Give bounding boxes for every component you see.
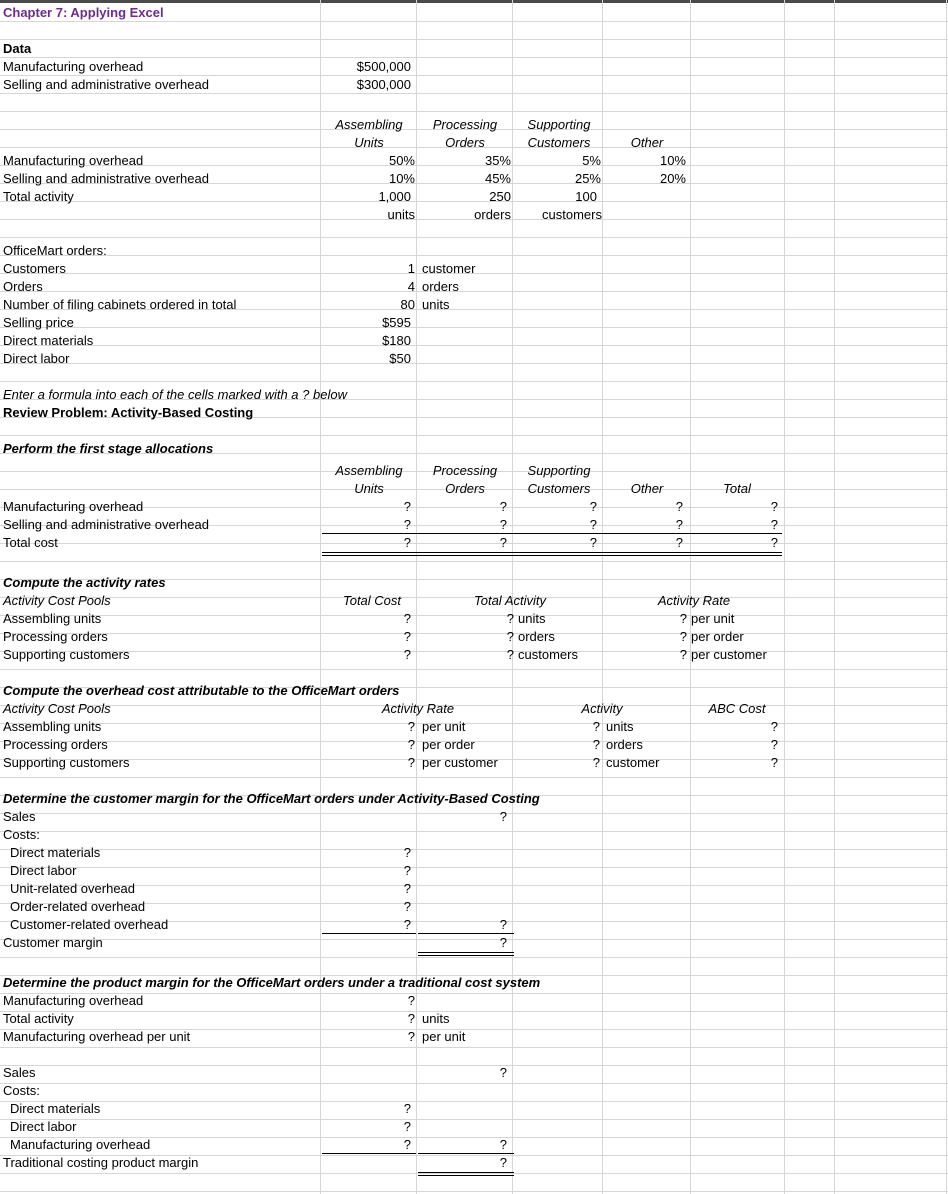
officemart-label: OfficeMart orders:	[3, 243, 107, 258]
col-activity-rate: Activity Rate	[657, 593, 731, 608]
officemart-row-label: Direct materials	[3, 333, 94, 348]
officemart-row-label: Orders	[3, 279, 43, 294]
dist-unit: units	[387, 207, 415, 222]
cost-row-label: Direct labor	[10, 863, 77, 878]
officemart-value[interactable]: 80	[400, 297, 415, 312]
officemart-value[interactable]: $180	[382, 333, 411, 348]
unit-label: units	[518, 611, 546, 626]
costs-label: Costs:	[3, 1083, 40, 1098]
cost-row-label: Manufacturing overhead	[10, 1137, 151, 1152]
formula-cell[interactable]: ?	[506, 629, 514, 644]
formula-cell[interactable]: ?	[589, 517, 597, 532]
formula-cell[interactable]: ?	[403, 1101, 411, 1116]
header-assembling: Assembling	[335, 117, 403, 132]
unit-label: orders	[606, 737, 643, 752]
formula-cell[interactable]: ?	[499, 1065, 507, 1080]
traditional-row-label: Manufacturing overhead	[3, 993, 144, 1008]
formula-cell[interactable]: ?	[403, 647, 411, 662]
formula-cell[interactable]: ?	[407, 737, 415, 752]
double-underline	[418, 1172, 514, 1173]
officemart-row-label: Selling price	[3, 315, 74, 330]
formula-cell[interactable]: ?	[592, 737, 600, 752]
top-border	[0, 0, 948, 3]
double-underline	[322, 555, 782, 556]
formula-cell[interactable]: ?	[770, 535, 778, 550]
unit-label: per customer	[422, 755, 498, 770]
formula-cell[interactable]: ?	[770, 517, 778, 532]
grid-row-line	[0, 237, 948, 238]
col-activity-rate: Activity Rate	[381, 701, 455, 716]
formula-cell[interactable]: ?	[499, 809, 507, 824]
officemart-unit: customer	[422, 261, 476, 276]
unit-label: per unit	[422, 719, 466, 734]
overhead-row-label: Supporting customers	[3, 755, 130, 770]
grid-row-line	[0, 867, 948, 868]
unit-label: per unit	[691, 611, 735, 626]
formula-cell[interactable]: ?	[499, 935, 507, 950]
grid-row-line	[0, 345, 948, 346]
col-abc-cost: ABC Cost	[708, 701, 766, 716]
dist-cell[interactable]: 50%	[388, 153, 415, 168]
cost-row-label: Direct materials	[10, 1101, 101, 1116]
dist-cell[interactable]: 1,000	[378, 189, 411, 204]
officemart-row-label: Direct labor	[3, 351, 70, 366]
officemart-row-label: Number of filing cabinets ordered in total	[3, 297, 237, 312]
overhead-row-label: Processing orders	[3, 737, 108, 752]
unit-label: per customer	[691, 647, 767, 662]
formula-cell[interactable]: ?	[770, 719, 778, 734]
grid-row-line	[0, 957, 948, 958]
grid-row-line	[0, 111, 948, 112]
header-orders: Orders	[445, 481, 485, 496]
dist-cell[interactable]: 10%	[659, 153, 686, 168]
formula-cell[interactable]: ?	[675, 535, 683, 550]
formula-cell[interactable]: ?	[770, 737, 778, 752]
grid-row-line	[0, 1101, 948, 1102]
data-row-value[interactable]: $500,000	[356, 59, 411, 74]
unit-label: orders	[518, 629, 555, 644]
header-supporting: Supporting	[527, 463, 591, 478]
grid-row-line	[0, 1191, 948, 1192]
sheet-title: Chapter 7: Applying Excel	[3, 5, 164, 20]
formula-cell[interactable]: ?	[403, 629, 411, 644]
traditional-row-label: Total activity	[3, 1011, 74, 1026]
dist-cell[interactable]: 25%	[574, 171, 601, 186]
formula-cell[interactable]: ?	[499, 1155, 507, 1170]
formula-cell[interactable]: ?	[506, 647, 514, 662]
cost-row-label: Direct materials	[10, 845, 101, 860]
grid-row-line	[0, 327, 948, 328]
header-supporting: Supporting	[527, 117, 591, 132]
first-stage-title: Perform the first stage allocations	[3, 441, 214, 456]
unit-label: per unit	[422, 1029, 466, 1044]
unit-label: per order	[691, 629, 744, 644]
unit-label: per order	[422, 737, 475, 752]
sales-label: Sales	[3, 1065, 36, 1080]
dist-row-label: Total activity	[3, 189, 74, 204]
dist-cell[interactable]: 35%	[484, 153, 511, 168]
dist-cell[interactable]: 20%	[659, 171, 686, 186]
formula-cell[interactable]: ?	[770, 755, 778, 770]
formula-cell[interactable]: ?	[403, 863, 411, 878]
dist-cell[interactable]: 5%	[582, 153, 601, 168]
header-assembling: Assembling	[335, 463, 403, 478]
underline	[322, 933, 416, 934]
header-processing: Processing	[432, 463, 498, 478]
double-underline	[418, 1175, 514, 1176]
grid-row-line	[0, 1047, 948, 1048]
col-activity: Activity	[581, 701, 623, 716]
dist-unit: orders	[474, 207, 511, 222]
formula-cell[interactable]: ?	[499, 499, 507, 514]
traditional-title: Determine the product margin for the OfficeMart orders under a traditional cost system	[3, 975, 541, 990]
col-activity-cost-pools: Activity Cost Pools	[3, 701, 111, 716]
formula-cell[interactable]: ?	[506, 611, 514, 626]
activity-rates-title: Compute the activity rates	[3, 575, 166, 590]
unit-label: units	[606, 719, 634, 734]
formula-cell[interactable]: ?	[675, 499, 683, 514]
formula-cell[interactable]: ?	[592, 755, 600, 770]
formula-cell[interactable]: ?	[407, 755, 415, 770]
header-processing: Processing	[432, 117, 498, 132]
review-title: Review Problem: Activity-Based Costing	[3, 405, 254, 420]
unit-label: customer	[606, 755, 660, 770]
formula-cell[interactable]: ?	[403, 1137, 411, 1152]
header-units: Units	[354, 135, 384, 150]
formula-cell[interactable]: ?	[592, 719, 600, 734]
formula-cell[interactable]: ?	[403, 917, 411, 932]
sales-label: Sales	[3, 809, 36, 824]
header-other: Other	[630, 135, 664, 150]
formula-cell[interactable]: ?	[403, 611, 411, 626]
formula-cell[interactable]: ?	[403, 899, 411, 914]
dist-unit: customers	[542, 207, 602, 222]
activity-rate-row-label: Supporting customers	[3, 647, 130, 662]
grid-row-line	[0, 849, 948, 850]
margin-label: Customer margin	[3, 935, 103, 950]
grid-row-line	[0, 777, 948, 778]
unit-label: units	[422, 1011, 450, 1026]
formula-cell[interactable]: ?	[679, 647, 687, 662]
grid-row-line	[0, 291, 948, 292]
formula-cell[interactable]: ?	[679, 629, 687, 644]
grid-row-line	[0, 39, 948, 40]
formula-cell[interactable]: ?	[679, 611, 687, 626]
officemart-value[interactable]: $595	[382, 315, 411, 330]
formula-cell[interactable]: ?	[499, 535, 507, 550]
formula-cell[interactable]: ?	[589, 499, 597, 514]
grid-row-line	[0, 561, 948, 562]
officemart-value[interactable]: 1	[407, 261, 415, 276]
formula-cell[interactable]: ?	[499, 1137, 507, 1152]
officemart-value[interactable]: 4	[407, 279, 415, 294]
header-units: Units	[354, 481, 384, 496]
formula-cell[interactable]: ?	[403, 845, 411, 860]
grid-row-line	[0, 363, 948, 364]
first-stage-row-label: Total cost	[3, 535, 58, 550]
formula-cell[interactable]: ?	[403, 881, 411, 896]
costs-label: Costs:	[3, 827, 40, 842]
grid-row-line	[0, 885, 948, 886]
formula-cell[interactable]: ?	[407, 1029, 415, 1044]
grid-row-line	[0, 1119, 948, 1120]
cost-row-label: Customer-related overhead	[10, 917, 169, 932]
dist-cell[interactable]: 45%	[484, 171, 511, 186]
cost-row-label: Unit-related overhead	[10, 881, 136, 896]
data-row-label: Manufacturing overhead	[3, 59, 144, 74]
dist-cell[interactable]: 250	[489, 189, 511, 204]
formula-cell[interactable]: ?	[403, 517, 411, 532]
data-label: Data	[3, 41, 32, 56]
grid-row-line	[0, 723, 948, 724]
grid-row-line	[0, 255, 948, 256]
col-total-cost: Total Cost	[342, 593, 402, 608]
unit-label: customers	[518, 647, 578, 662]
formula-cell[interactable]: ?	[499, 517, 507, 532]
grid-row-line	[0, 381, 948, 382]
header-orders: Orders	[445, 135, 485, 150]
formula-cell[interactable]: ?	[403, 1119, 411, 1134]
officemart-value[interactable]: $50	[389, 351, 411, 366]
double-underline	[418, 952, 514, 953]
cost-row-label: Direct labor	[10, 1119, 77, 1134]
double-underline	[322, 552, 782, 553]
formula-cell[interactable]: ?	[407, 719, 415, 734]
header-customers: Customers	[527, 135, 591, 150]
customer-margin-title: Determine the customer margin for the OfficeMart orders under Activity-Based Costing	[3, 791, 540, 806]
col-activity-cost-pools: Activity Cost Pools	[3, 593, 111, 608]
formula-cell[interactable]: ?	[589, 535, 597, 550]
officemart-row-label: Customers	[3, 261, 66, 276]
dist-cell[interactable]: 10%	[388, 171, 415, 186]
activity-rate-row-label: Processing orders	[3, 629, 108, 644]
data-row-label: Selling and administrative overhead	[3, 77, 209, 92]
first-stage-row-label: Selling and administrative overhead	[3, 517, 209, 532]
dist-row-label: Manufacturing overhead	[3, 153, 144, 168]
dist-row-label: Selling and administrative overhead	[3, 171, 209, 186]
grid-row-line	[0, 1083, 948, 1084]
col-total-activity: Total Activity	[473, 593, 546, 608]
grid-row-line	[0, 1173, 948, 1174]
activity-rate-row-label: Assembling units	[3, 611, 102, 626]
instructions: Enter a formula into each of the cells marked with a ? below	[3, 387, 347, 402]
formula-cell[interactable]: ?	[499, 917, 507, 932]
formula-cell[interactable]: ?	[407, 993, 415, 1008]
underline	[322, 1153, 416, 1154]
formula-cell[interactable]: ?	[403, 499, 411, 514]
margin-label: Traditional costing product margin	[3, 1155, 199, 1170]
data-row-value[interactable]: $300,000	[356, 77, 411, 92]
formula-cell[interactable]: ?	[675, 517, 683, 532]
traditional-row-label: Manufacturing overhead per unit	[3, 1029, 191, 1044]
overhead-cost-title: Compute the overhead cost attributable to the OfficeMart orders	[3, 683, 400, 698]
header-other: Other	[630, 481, 664, 496]
first-stage-row-label: Manufacturing overhead	[3, 499, 144, 514]
grid-row-line	[0, 435, 948, 436]
header-customers: Customers	[527, 481, 591, 496]
cost-row-label: Order-related overhead	[10, 899, 146, 914]
double-underline	[418, 955, 514, 956]
header-total: Total	[723, 481, 751, 496]
dist-cell[interactable]: 100	[575, 189, 597, 204]
overhead-row-label: Assembling units	[3, 719, 102, 734]
grid-row-line	[0, 705, 948, 706]
officemart-unit: units	[422, 297, 450, 312]
grid-row-line	[0, 1011, 948, 1012]
grid-row-line	[0, 831, 948, 832]
grid-row-line	[0, 669, 948, 670]
formula-cell[interactable]: ?	[403, 535, 411, 550]
formula-cell[interactable]: ?	[770, 499, 778, 514]
formula-cell[interactable]: ?	[407, 1011, 415, 1026]
officemart-unit: orders	[422, 279, 459, 294]
